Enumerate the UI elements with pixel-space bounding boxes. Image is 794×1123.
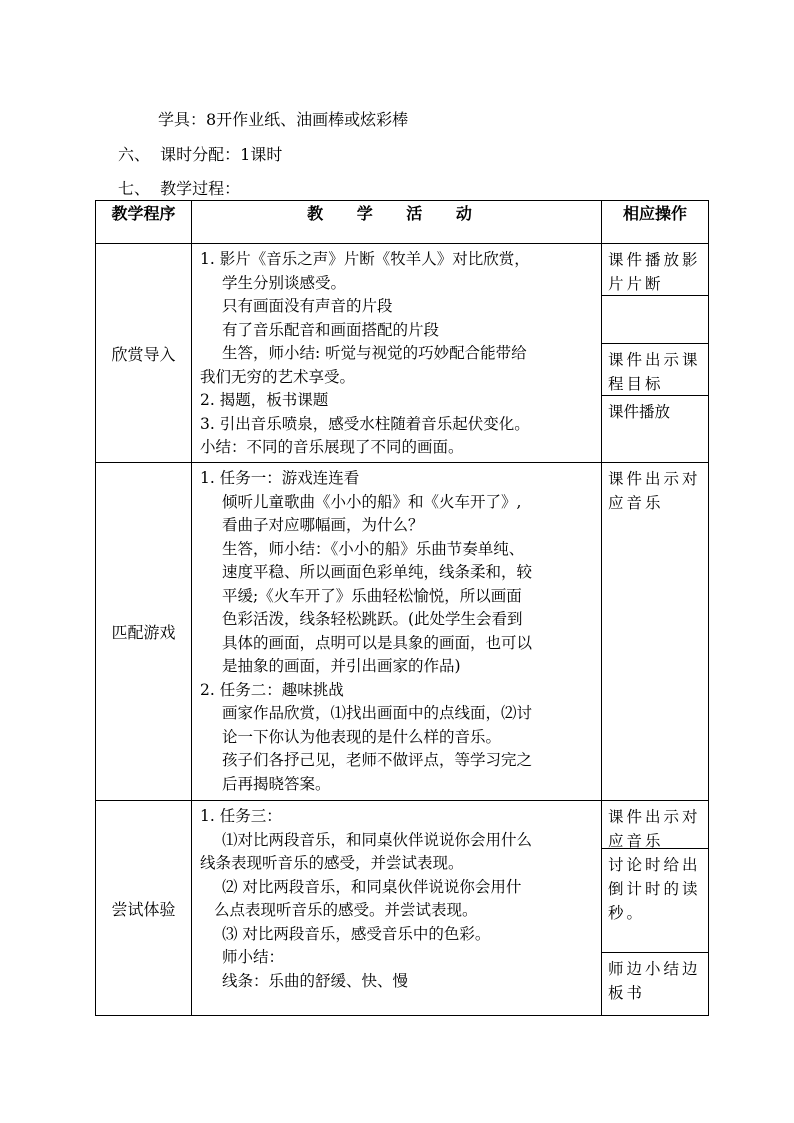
activity-line: 论一下你认为他表现的是什么样的音乐。 [222, 727, 502, 746]
table-header-row [96, 201, 709, 244]
activity-line: 1. 影片《音乐之声》片断《牧羊人》对比欣赏， [200, 250, 530, 268]
activity-line: 只有画面没有声音的片段 [222, 297, 393, 315]
activity-line: 倾听儿童歌曲《小小的船》和《火车开了》, [222, 492, 522, 511]
stage-cell: 尝试体验 [96, 801, 192, 1016]
activity-line: 后再揭晓答案。 [222, 774, 331, 793]
table-row [96, 801, 709, 1016]
activity-line: 生答，师小结: 听觉与视觉的巧妙配合能带给 [222, 344, 527, 362]
activity-line: 具体的画面，点明可以是具象的画面，也可以 [222, 633, 533, 652]
operation-note: 课件播放 [608, 403, 671, 421]
activity-line: ⑵ 对比两段音乐，和同桌伙伴说说你会用什 [222, 877, 522, 896]
activity-line: 2. 揭题，板书课题 [200, 391, 329, 409]
table-row [96, 463, 709, 801]
activity-cell [192, 463, 602, 801]
activity-line: 速度平稳、所以画面色彩单纯，线条柔和，较 [222, 563, 533, 581]
lesson-table [95, 200, 709, 1016]
operation-note: 师边小结边板书 [608, 960, 701, 1002]
operation-note: 课件出示对应音乐 [608, 470, 701, 512]
activity-line: 线条：乐曲的舒缓、快、慢 [222, 971, 409, 990]
activity-line: 学生分别谈感受。 [222, 273, 347, 292]
activity-line: 师小结： [222, 948, 285, 966]
activity-line: 孩子们各抒己见，老师不做评点，等学习完之 [222, 751, 533, 769]
header-activity: 教 学 活 动 [192, 201, 602, 244]
activity-line: 线条表现听音乐的感受，并尝试表现。 [200, 854, 464, 872]
activity-line: 生答，师小结：《小小的船》乐曲节奏单纯、 [222, 539, 525, 558]
operation-cell [602, 801, 709, 1016]
stage-cell: 欣赏导入 [96, 244, 192, 463]
activity-line: 1. 任务一：游戏连连看 [200, 469, 360, 487]
activity-line: 看曲子对应哪幅画，为什么？ [222, 516, 424, 534]
activity-line: ⑶ 对比两段音乐，感受音乐中的色彩。 [222, 924, 491, 943]
activity-line: 平缓;《火车开了》乐曲轻松愉悦，所以画面 [222, 586, 522, 605]
activity-line: 小结：不同的音乐展现了不同的画面。 [200, 438, 464, 456]
operation-cell [602, 244, 709, 463]
operation-cell [602, 463, 709, 801]
activity-line: 画家作品欣赏，⑴找出画面中的点线面，⑵讨 [222, 704, 533, 722]
table-row [96, 244, 709, 463]
operation-note-empty [602, 296, 708, 344]
header-procedure: 教学程序 [96, 201, 192, 244]
header-operation: 相应操作 [602, 201, 709, 244]
operation-note: 讨论时给出倒计时的读秒。 [602, 849, 708, 953]
activity-line: 2. 任务二：趣味挑战 [200, 680, 344, 699]
activity-cell [192, 244, 602, 463]
stage-cell: 匹配游戏 [96, 463, 192, 801]
activity-line: 是抽象的画面，并引出画家的作品) [222, 657, 461, 675]
operation-note: 课件出示课程目标 [602, 344, 708, 396]
activity-line: 么点表现听音乐的感受。并尝试表现。 [214, 901, 478, 919]
operation-note: 课件播放影片片断 [602, 244, 708, 296]
operation-note: 课件出示对应音乐 [602, 801, 708, 849]
activity-line: 3. 引出音乐喷泉，感受水柱随着音乐起伏变化。 [200, 414, 530, 433]
activity-line: 色彩活泼，线条轻松跳跃。(此处学生会看到 [222, 610, 523, 628]
activity-line: 1. 任务三： [200, 807, 282, 825]
time-allocation-line: 六、 课时分配：1课时 [118, 145, 283, 164]
activity-line: 有了音乐配音和画面搭配的片段 [222, 320, 440, 339]
activity-line: 我们无穷的艺术享受。 [200, 367, 356, 386]
activity-line: ⑴对比两段音乐，和同桌伙伴说说你会用什么 [222, 830, 533, 849]
tools-line: 学具：8开作业纸、油画棒或炫彩棒 [158, 110, 409, 129]
activity-cell [192, 801, 602, 1016]
teaching-process-line: 七、 教学过程： [118, 179, 241, 198]
